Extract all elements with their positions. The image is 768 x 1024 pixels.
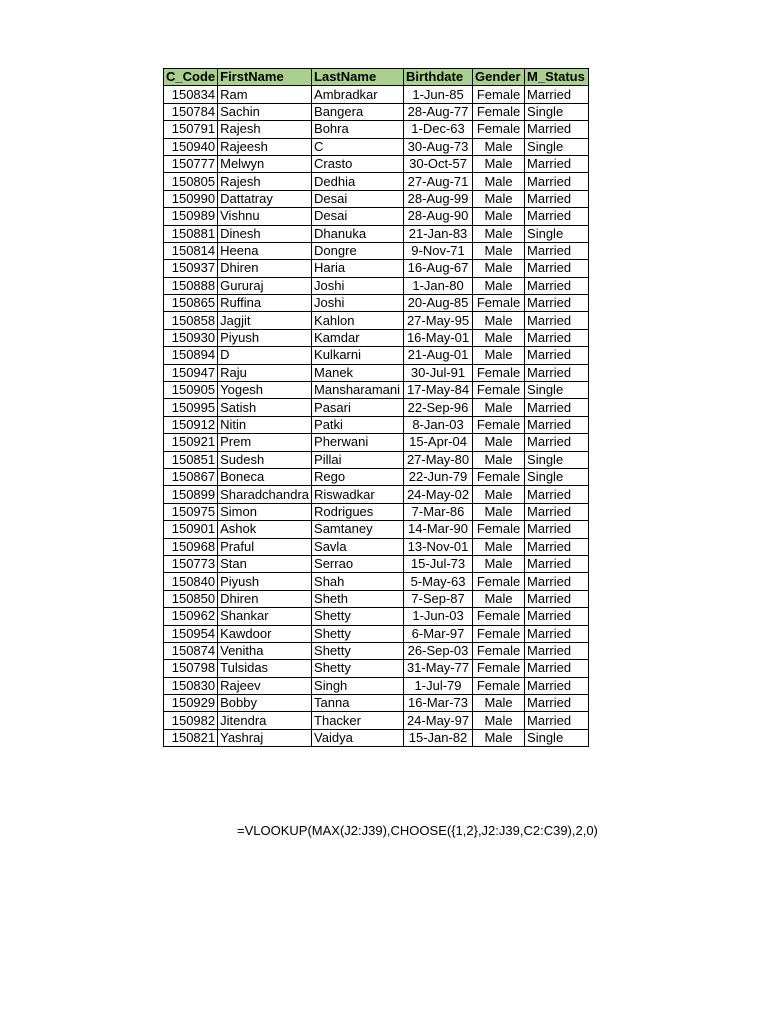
- m-status-cell: Married: [525, 190, 589, 207]
- c-code-cell: 150990: [164, 190, 218, 207]
- table-row: [164, 242, 589, 259]
- birthdate-cell: 26-Sep-03: [404, 642, 473, 659]
- birthdate-cell: 27-Aug-71: [404, 173, 473, 190]
- table-row: [164, 677, 589, 694]
- m-status-cell: Married: [525, 434, 589, 451]
- m-status-cell: Married: [525, 260, 589, 277]
- lastname-cell: Rodrigues: [312, 503, 404, 520]
- table-row: [164, 416, 589, 433]
- firstname-cell: Piyush: [218, 573, 312, 590]
- table-row: [164, 451, 589, 468]
- m-status-cell: Married: [525, 416, 589, 433]
- gender-cell: Male: [473, 555, 525, 572]
- table-row: [164, 695, 589, 712]
- c-code-cell: 150850: [164, 590, 218, 607]
- c-code-cell: 150905: [164, 382, 218, 399]
- lastname-cell: Joshi: [312, 277, 404, 294]
- gender-cell: Male: [473, 712, 525, 729]
- lastname-cell: Savla: [312, 538, 404, 555]
- gender-cell: Male: [473, 347, 525, 364]
- gender-cell: Male: [473, 155, 525, 172]
- lastname-cell: Tanna: [312, 695, 404, 712]
- m-status-cell: Married: [525, 555, 589, 572]
- lastname-cell: Joshi: [312, 295, 404, 312]
- lastname-cell: Kulkarni: [312, 347, 404, 364]
- c-code-cell: 150784: [164, 103, 218, 120]
- m-status-cell: Married: [525, 277, 589, 294]
- m-status-cell: Married: [525, 608, 589, 625]
- m-status-cell: Single: [525, 451, 589, 468]
- firstname-cell: Heena: [218, 242, 312, 259]
- gender-cell: Female: [473, 642, 525, 659]
- gender-cell: Male: [473, 538, 525, 555]
- table-row: [164, 434, 589, 451]
- gender-cell: Male: [473, 312, 525, 329]
- table-row: [164, 173, 589, 190]
- gender-cell: Female: [473, 573, 525, 590]
- c-code-cell: 150975: [164, 503, 218, 520]
- table-row: [164, 642, 589, 659]
- firstname-cell: Tulsidas: [218, 660, 312, 677]
- m-status-cell: Married: [525, 347, 589, 364]
- birthdate-cell: 28-Aug-77: [404, 103, 473, 120]
- table-row: [164, 138, 589, 155]
- c-code-cell: 150874: [164, 642, 218, 659]
- table-row: [164, 190, 589, 207]
- lastname-cell: Samtaney: [312, 521, 404, 538]
- table-row: [164, 225, 589, 242]
- birthdate-cell: 13-Nov-01: [404, 538, 473, 555]
- c-code-cell: 150851: [164, 451, 218, 468]
- gender-cell: Male: [473, 329, 525, 346]
- table-row: [164, 660, 589, 677]
- lastname-cell: Bohra: [312, 121, 404, 138]
- firstname-cell: Ruffina: [218, 295, 312, 312]
- c-code-cell: 150968: [164, 538, 218, 555]
- c-code-cell: 150937: [164, 260, 218, 277]
- c-code-cell: 150899: [164, 486, 218, 503]
- lastname-cell: Patki: [312, 416, 404, 433]
- firstname-cell: Gururaj: [218, 277, 312, 294]
- lastname-cell: Desai: [312, 208, 404, 225]
- firstname-cell: Prem: [218, 434, 312, 451]
- table-row: [164, 399, 589, 416]
- birthdate-cell: 16-May-01: [404, 329, 473, 346]
- birthdate-cell: 17-May-84: [404, 382, 473, 399]
- lastname-cell: Singh: [312, 677, 404, 694]
- c-code-cell: 150834: [164, 86, 218, 103]
- c-code-cell: 150791: [164, 121, 218, 138]
- gender-cell: Female: [473, 625, 525, 642]
- lastname-cell: Shetty: [312, 608, 404, 625]
- c-code-cell: 150947: [164, 364, 218, 381]
- table-row: [164, 312, 589, 329]
- m-status-cell: Married: [525, 590, 589, 607]
- table-header-row: [164, 69, 589, 86]
- birthdate-cell: 15-Apr-04: [404, 434, 473, 451]
- lastname-cell: Desai: [312, 190, 404, 207]
- formula-text: =VLOOKUP(MAX(J2:J39),CHOOSE({1,2},J2:J39,C2:C39),2,0): [237, 823, 598, 838]
- birthdate-cell: 1-Jul-79: [404, 677, 473, 694]
- firstname-cell: Ram: [218, 86, 312, 103]
- gender-cell: Female: [473, 660, 525, 677]
- m-status-cell: Married: [525, 155, 589, 172]
- table-row: [164, 538, 589, 555]
- c-code-cell: 150954: [164, 625, 218, 642]
- birthdate-cell: 1-Jun-03: [404, 608, 473, 625]
- firstname-cell: Sharadchandra: [218, 486, 312, 503]
- table-row: [164, 121, 589, 138]
- birthdate-cell: 8-Jan-03: [404, 416, 473, 433]
- m-status-cell: Married: [525, 295, 589, 312]
- firstname-cell: Venitha: [218, 642, 312, 659]
- c-code-cell: 150982: [164, 712, 218, 729]
- gender-cell: Male: [473, 225, 525, 242]
- firstname-cell: Bobby: [218, 695, 312, 712]
- m-status-cell: Single: [525, 729, 589, 746]
- table-row: [164, 468, 589, 485]
- lastname-cell: Pherwani: [312, 434, 404, 451]
- c-code-cell: 150858: [164, 312, 218, 329]
- birthdate-cell: 22-Sep-96: [404, 399, 473, 416]
- c-code-cell: 150929: [164, 695, 218, 712]
- firstname-cell: Simon: [218, 503, 312, 520]
- table-row: [164, 503, 589, 520]
- m-status-cell: Married: [525, 625, 589, 642]
- birthdate-cell: 15-Jul-73: [404, 555, 473, 572]
- table-row: [164, 712, 589, 729]
- m-status-cell: Married: [525, 573, 589, 590]
- gender-cell: Female: [473, 364, 525, 381]
- lastname-cell: Pillai: [312, 451, 404, 468]
- table-row: [164, 347, 589, 364]
- m-status-cell: Married: [525, 312, 589, 329]
- birthdate-cell: 28-Aug-90: [404, 208, 473, 225]
- lastname-cell: Vaidya: [312, 729, 404, 746]
- birthdate-cell: 30-Aug-73: [404, 138, 473, 155]
- gender-cell: Female: [473, 86, 525, 103]
- lastname-cell: Rego: [312, 468, 404, 485]
- gender-cell: Female: [473, 382, 525, 399]
- firstname-cell: Satish: [218, 399, 312, 416]
- firstname-cell: Rajeev: [218, 677, 312, 694]
- m-status-cell: Married: [525, 173, 589, 190]
- c-code-cell: 150840: [164, 573, 218, 590]
- c-code-cell: 150888: [164, 277, 218, 294]
- c-code-cell: 150894: [164, 347, 218, 364]
- m-status-cell: Married: [525, 503, 589, 520]
- firstname-cell: Sudesh: [218, 451, 312, 468]
- table-row: [164, 590, 589, 607]
- m-status-cell: Married: [525, 364, 589, 381]
- c-code-cell: 150805: [164, 173, 218, 190]
- gender-cell: Male: [473, 729, 525, 746]
- lastname-cell: Shetty: [312, 625, 404, 642]
- m-status-cell: Single: [525, 103, 589, 120]
- m-status-cell: Married: [525, 521, 589, 538]
- gender-cell: Male: [473, 486, 525, 503]
- birthdate-cell: 7-Sep-87: [404, 590, 473, 607]
- lastname-cell: Bangera: [312, 103, 404, 120]
- table-row: [164, 625, 589, 642]
- firstname-cell: Stan: [218, 555, 312, 572]
- lastname-cell: Ambradkar: [312, 86, 404, 103]
- c-code-cell: 150930: [164, 329, 218, 346]
- birthdate-cell: 28-Aug-99: [404, 190, 473, 207]
- gender-cell: Male: [473, 260, 525, 277]
- lastname-cell: Serrao: [312, 555, 404, 572]
- gender-cell: Male: [473, 590, 525, 607]
- birthdate-cell: 1-Jun-85: [404, 86, 473, 103]
- firstname-cell: Shankar: [218, 608, 312, 625]
- c-code-cell: 150814: [164, 242, 218, 259]
- table-row: [164, 608, 589, 625]
- gender-cell: Male: [473, 138, 525, 155]
- birthdate-cell: 21-Jan-83: [404, 225, 473, 242]
- firstname-cell: Dinesh: [218, 225, 312, 242]
- lastname-cell: Sheth: [312, 590, 404, 607]
- gender-cell: Female: [473, 468, 525, 485]
- gender-cell: Male: [473, 399, 525, 416]
- c-code-cell: 150865: [164, 295, 218, 312]
- lastname-cell: Mansharamani: [312, 382, 404, 399]
- firstname-cell: Rajeesh: [218, 138, 312, 155]
- m-status-cell: Married: [525, 642, 589, 659]
- firstname-cell: Yashraj: [218, 729, 312, 746]
- c-code-cell: 150830: [164, 677, 218, 694]
- firstname-cell: D: [218, 347, 312, 364]
- gender-cell: Male: [473, 208, 525, 225]
- lastname-cell: Shetty: [312, 660, 404, 677]
- gender-cell: Female: [473, 677, 525, 694]
- m-status-cell: Married: [525, 329, 589, 346]
- birthdate-cell: 30-Jul-91: [404, 364, 473, 381]
- gender-cell: Male: [473, 503, 525, 520]
- table-row: [164, 521, 589, 538]
- birthdate-cell: 9-Nov-71: [404, 242, 473, 259]
- m-status-cell: Single: [525, 138, 589, 155]
- birthdate-cell: 14-Mar-90: [404, 521, 473, 538]
- table-row: [164, 573, 589, 590]
- table-row: [164, 260, 589, 277]
- gender-cell: Female: [473, 295, 525, 312]
- c-code-cell: 150912: [164, 416, 218, 433]
- lastname-cell: Dongre: [312, 242, 404, 259]
- gender-cell: Female: [473, 608, 525, 625]
- c-code-cell: 150940: [164, 138, 218, 155]
- m-status-cell: Married: [525, 242, 589, 259]
- birthdate-cell: 7-Mar-86: [404, 503, 473, 520]
- header-lastname: LastName: [312, 69, 404, 86]
- birthdate-cell: 20-Aug-85: [404, 295, 473, 312]
- c-code-cell: 150995: [164, 399, 218, 416]
- c-code-cell: 150962: [164, 608, 218, 625]
- m-status-cell: Married: [525, 86, 589, 103]
- m-status-cell: Married: [525, 712, 589, 729]
- lastname-cell: Haria: [312, 260, 404, 277]
- firstname-cell: Praful: [218, 538, 312, 555]
- birthdate-cell: 31-May-77: [404, 660, 473, 677]
- birthdate-cell: 24-May-02: [404, 486, 473, 503]
- header-birthdate: Birthdate: [404, 69, 473, 86]
- gender-cell: Male: [473, 434, 525, 451]
- birthdate-cell: 30-Oct-57: [404, 155, 473, 172]
- c-code-cell: 150773: [164, 555, 218, 572]
- firstname-cell: Dhiren: [218, 590, 312, 607]
- table-row: [164, 103, 589, 120]
- table-row: [164, 155, 589, 172]
- c-code-cell: 150989: [164, 208, 218, 225]
- birthdate-cell: 16-Aug-67: [404, 260, 473, 277]
- table-body: [164, 86, 589, 747]
- m-status-cell: Single: [525, 225, 589, 242]
- header-firstname: FirstName: [218, 69, 312, 86]
- birthdate-cell: 6-Mar-97: [404, 625, 473, 642]
- header-m-status: M_Status: [525, 69, 589, 86]
- firstname-cell: Rajesh: [218, 121, 312, 138]
- gender-cell: Male: [473, 173, 525, 190]
- table-row: [164, 208, 589, 225]
- c-code-cell: 150798: [164, 660, 218, 677]
- m-status-cell: Married: [525, 677, 589, 694]
- firstname-cell: Dattatray: [218, 190, 312, 207]
- lastname-cell: C: [312, 138, 404, 155]
- lastname-cell: Pasari: [312, 399, 404, 416]
- gender-cell: Male: [473, 451, 525, 468]
- m-status-cell: Married: [525, 660, 589, 677]
- birthdate-cell: 1-Dec-63: [404, 121, 473, 138]
- birthdate-cell: 22-Jun-79: [404, 468, 473, 485]
- m-status-cell: Single: [525, 382, 589, 399]
- m-status-cell: Married: [525, 399, 589, 416]
- lastname-cell: Dedhia: [312, 173, 404, 190]
- gender-cell: Female: [473, 416, 525, 433]
- table-row: [164, 329, 589, 346]
- lastname-cell: Riswadkar: [312, 486, 404, 503]
- firstname-cell: Sachin: [218, 103, 312, 120]
- m-status-cell: Single: [525, 468, 589, 485]
- birthdate-cell: 15-Jan-82: [404, 729, 473, 746]
- header-gender: Gender: [473, 69, 525, 86]
- lastname-cell: Dhanuka: [312, 225, 404, 242]
- firstname-cell: Jagjit: [218, 312, 312, 329]
- gender-cell: Male: [473, 190, 525, 207]
- firstname-cell: Raju: [218, 364, 312, 381]
- firstname-cell: Ashok: [218, 521, 312, 538]
- lastname-cell: Crasto: [312, 155, 404, 172]
- lastname-cell: Manek: [312, 364, 404, 381]
- gender-cell: Male: [473, 242, 525, 259]
- table-row: [164, 277, 589, 294]
- table-row: [164, 382, 589, 399]
- birthdate-cell: 21-Aug-01: [404, 347, 473, 364]
- firstname-cell: Kawdoor: [218, 625, 312, 642]
- table-row: [164, 555, 589, 572]
- table-row: [164, 86, 589, 103]
- c-code-cell: 150777: [164, 155, 218, 172]
- firstname-cell: Nitin: [218, 416, 312, 433]
- birthdate-cell: 16-Mar-73: [404, 695, 473, 712]
- header-c-code: C_Code: [164, 69, 218, 86]
- gender-cell: Female: [473, 521, 525, 538]
- gender-cell: Male: [473, 695, 525, 712]
- lastname-cell: Kahlon: [312, 312, 404, 329]
- m-status-cell: Married: [525, 121, 589, 138]
- m-status-cell: Married: [525, 208, 589, 225]
- m-status-cell: Married: [525, 695, 589, 712]
- gender-cell: Female: [473, 121, 525, 138]
- firstname-cell: Dhiren: [218, 260, 312, 277]
- table-row: [164, 364, 589, 381]
- table-row: [164, 295, 589, 312]
- c-code-cell: 150901: [164, 521, 218, 538]
- firstname-cell: Melwyn: [218, 155, 312, 172]
- c-code-cell: 150881: [164, 225, 218, 242]
- birthdate-cell: 24-May-97: [404, 712, 473, 729]
- c-code-cell: 150921: [164, 434, 218, 451]
- birthdate-cell: 27-May-95: [404, 312, 473, 329]
- firstname-cell: Piyush: [218, 329, 312, 346]
- birthdate-cell: 27-May-80: [404, 451, 473, 468]
- firstname-cell: Yogesh: [218, 382, 312, 399]
- gender-cell: Male: [473, 277, 525, 294]
- birthdate-cell: 5-May-63: [404, 573, 473, 590]
- table-row: [164, 486, 589, 503]
- firstname-cell: Rajesh: [218, 173, 312, 190]
- m-status-cell: Married: [525, 486, 589, 503]
- m-status-cell: Married: [525, 538, 589, 555]
- firstname-cell: Boneca: [218, 468, 312, 485]
- gender-cell: Female: [473, 103, 525, 120]
- firstname-cell: Jitendra: [218, 712, 312, 729]
- c-code-cell: 150867: [164, 468, 218, 485]
- table-row: [164, 729, 589, 746]
- birthdate-cell: 1-Jan-80: [404, 277, 473, 294]
- c-code-cell: 150821: [164, 729, 218, 746]
- lastname-cell: Thacker: [312, 712, 404, 729]
- customer-table: [163, 68, 589, 747]
- lastname-cell: Shah: [312, 573, 404, 590]
- firstname-cell: Vishnu: [218, 208, 312, 225]
- lastname-cell: Shetty: [312, 642, 404, 659]
- lastname-cell: Kamdar: [312, 329, 404, 346]
